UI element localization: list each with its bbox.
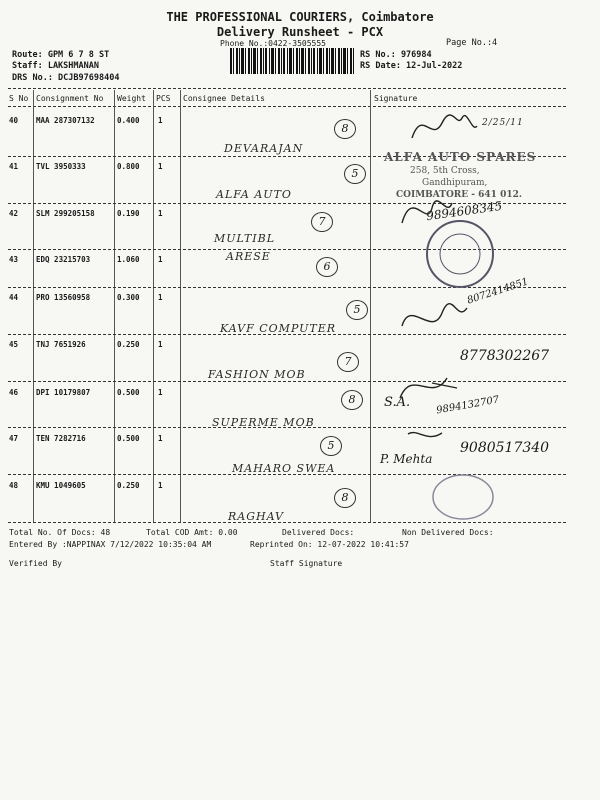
piece-circle: 5 — [320, 436, 342, 456]
row-pcs: 1 — [158, 388, 163, 397]
rs-date: RS Date: 12-Jul-2022 — [360, 61, 463, 71]
col-consignment: Consignment No — [36, 94, 104, 103]
handwritten-signature: S.A. — [384, 395, 411, 410]
consignee-handwritten: KAVF COMPUTER — [220, 322, 337, 335]
row-consignment: EDQ 23215703 — [36, 255, 91, 264]
row-weight: 0.500 — [117, 434, 140, 443]
handwritten-signature: P. Mehta — [380, 452, 433, 466]
handwritten-phone: 9080517340 — [460, 440, 550, 456]
round-seal-icon — [422, 218, 498, 290]
consignee-handwritten: RAGHAV — [228, 510, 284, 523]
row-pcs: 1 — [158, 434, 163, 443]
row-pcs: 1 — [158, 340, 163, 349]
col-sno: S No — [9, 94, 29, 103]
row-consignment: SLM 299205158 — [36, 209, 95, 218]
document-title: Delivery Runsheet - PCX — [216, 25, 384, 39]
row-consignment: TVL 3950333 — [36, 162, 86, 171]
row-sno: 40 — [9, 116, 19, 125]
barcode-icon — [230, 48, 354, 74]
consignee-handwritten: MAHARO SWEA — [232, 462, 336, 475]
row-sno: 41 — [9, 162, 19, 171]
row-sno: 46 — [9, 388, 19, 397]
row-weight: 0.250 — [117, 481, 140, 490]
row-sno: 44 — [9, 293, 19, 302]
row-consignment: TEN 7282716 — [36, 434, 86, 443]
row-pcs: 1 — [158, 116, 163, 125]
stamp-date-note: 2/25/11 — [482, 118, 524, 128]
row-sno: 45 — [9, 340, 19, 349]
row-weight: 0.500 — [117, 388, 140, 397]
col-pcs: PCS — [156, 94, 171, 103]
total-cod: Total COD Amt: 0.00 — [146, 528, 238, 537]
row-sno: 48 — [9, 481, 19, 490]
staff-signature: Staff Signature — [270, 559, 343, 568]
col-consignee: Consignee Details — [183, 94, 265, 103]
piece-circle: 5 — [344, 164, 366, 184]
phone-number: Phone No.:0422-3505555 — [220, 39, 326, 48]
row-weight: 0.400 — [117, 116, 140, 125]
verified-by: Verified By — [9, 559, 62, 568]
stamp-address-2: Gandhipuram, — [422, 178, 488, 188]
consignee-handwritten: ARESE — [226, 250, 271, 263]
handwritten-phone: 9894132707 — [435, 394, 501, 417]
piece-circle: 8 — [341, 390, 363, 410]
row-consignment: DPI 10179807 — [36, 388, 91, 397]
piece-circle: 7 — [337, 352, 359, 372]
header-divider — [8, 88, 566, 89]
drs-number: DRS No.: DCJB97698404 — [12, 73, 120, 83]
row-consignment: KMU 1049605 — [36, 481, 86, 490]
round-seal-icon — [430, 472, 496, 522]
consignee-handwritten: ALFA AUTO — [216, 188, 292, 201]
row-pcs: 1 — [158, 293, 163, 302]
consignee-handwritten: MULTIBL — [214, 232, 276, 245]
col-signature: Signature — [374, 94, 418, 103]
row-weight: 0.800 — [117, 162, 140, 171]
route-label: Route: GPM 6 7 8 ST — [12, 50, 110, 60]
non-delivered-docs: Non Delivered Docs: — [402, 528, 494, 537]
col-weight: Weight — [117, 94, 146, 103]
row-weight: 0.250 — [117, 340, 140, 349]
row-weight: 0.300 — [117, 293, 140, 302]
consignee-handwritten: SUPERME MOB — [212, 416, 315, 429]
company-title: THE PROFESSIONAL COURIERS, Coimbatore — [166, 10, 434, 24]
row-consignment: PRO 13560958 — [36, 293, 91, 302]
stamp-company: ALFA AUTO SPARES — [384, 150, 537, 164]
handwritten-phone: 9894608345 — [425, 198, 503, 224]
row-weight: 1.060 — [117, 255, 140, 264]
row-pcs: 1 — [158, 481, 163, 490]
reprinted-on: Reprinted On: 12-07-2022 10:41:57 — [250, 540, 409, 549]
total-docs: Total No. Of Docs: 48 — [9, 528, 111, 537]
stamp-address-3: COIMBATORE - 641 012. — [396, 190, 522, 200]
staff-label: Staff: LAKSHMANAN — [12, 61, 99, 71]
row-sno: 43 — [9, 255, 19, 264]
handwritten-phone: 8778302267 — [460, 348, 550, 364]
row-pcs: 1 — [158, 255, 163, 264]
piece-circle: 8 — [334, 488, 356, 508]
row-weight: 0.190 — [117, 209, 140, 218]
entered-by: Entered By :NAPPINAX 7/12/2022 10:35:04 AM — [9, 540, 212, 549]
piece-circle: 8 — [334, 119, 356, 139]
consignee-handwritten: FASHION MOB — [208, 368, 306, 381]
delivered-docs: Delivered Docs: — [282, 528, 355, 537]
piece-circle: 7 — [311, 212, 333, 232]
row-consignment: MAA 287307132 — [36, 116, 95, 125]
handwritten-phone: 8072414851 — [465, 276, 530, 307]
stamp-address-1: 258, 5th Cross, — [410, 166, 480, 176]
row-sno: 47 — [9, 434, 19, 443]
consignee-handwritten: DEVARAJAN — [224, 142, 304, 155]
row-sno: 42 — [9, 209, 19, 218]
piece-circle: 5 — [346, 300, 368, 320]
row-pcs: 1 — [158, 209, 163, 218]
rs-number: RS No.: 976984 — [360, 50, 432, 60]
row-consignment: TNJ 7651926 — [36, 340, 86, 349]
piece-circle: 6 — [316, 257, 338, 277]
page-number: Page No.:4 — [446, 38, 498, 48]
row-pcs: 1 — [158, 162, 163, 171]
